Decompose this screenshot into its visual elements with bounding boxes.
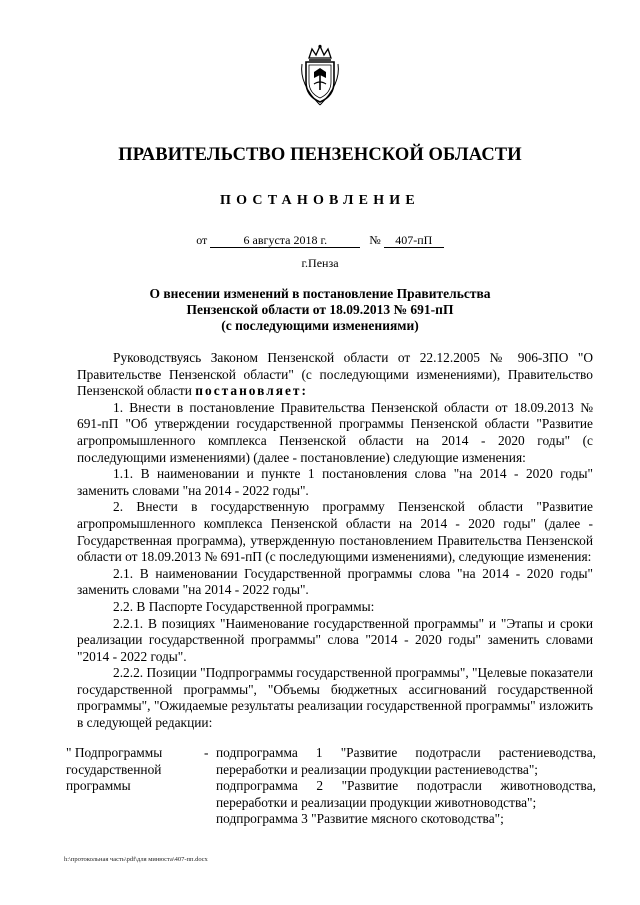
paragraph (77, 350, 593, 400)
document-number: 407-пП (384, 233, 444, 248)
paragraph: 1.1. В наименовании и пункте 1 постановления слова "на 2014 - 2020 годы" заменить словами "на 2014 - 2022 годы". (77, 466, 593, 498)
coat-of-arms-icon (297, 44, 343, 106)
document-title (0, 286, 640, 334)
number-prefix: № (369, 233, 381, 247)
paragraph: 1. Внести в постановление Правительства Пензенской области от 18.09.2013 № 691-пП "Об утверждении государственной программы Пензенской области "Развитие агропромышленного комплекса Пензенской области на 2014 - 2020 годы" (с последующими изменениями) (далее - постановление) следующие изменения: (77, 399, 593, 465)
paragraph: 2.2. В Паспорте Государственной программы: (113, 598, 375, 614)
organization-name: ПРАВИТЕЛЬСТВО ПЕНЗЕНСКОЙ ОБЛАСТИ (118, 145, 522, 165)
title-line: (с последующими изменениями) (221, 318, 419, 333)
file-path-footer: h:\протокольная часть\pdf\для минюста\407-пп.docx (64, 856, 208, 863)
paragraph-text: Руководствуясь Законом Пензенской области от 22.12.2005 № 906-ЗПО "О Правительстве Пензенской области" (с последующими изменениями), Правительство Пензенской области (77, 350, 593, 399)
table-dash: - (204, 745, 209, 760)
paragraph: 2.2.1. В позициях "Наименование государственной программы" и "Этапы и сроки реализации государственной программы" слова "2014 - 2020 годы" заменить словами "2014 - 2022 годы". (77, 615, 593, 664)
table-label: " Подпрограммы государственной программы (66, 745, 163, 794)
city: г.Пенза (301, 256, 339, 270)
date-prefix: от (196, 233, 208, 247)
decree-word: постановляет: (195, 383, 308, 399)
list-item: подпрограмма 1 "Развитие подотрасли растениеводства, переработки и реализации продукции растениеводства"; (216, 745, 596, 777)
paragraph: 2.2.2. Позиции "Подпрограммы государственной программы", "Целевые показатели государственной программы", "Объемы бюджетных ассигнований государственной программы", "Ожидаемые результаты реализации государственной программы" изложить в следующей редакции: (77, 665, 593, 731)
date-number-line (0, 233, 640, 248)
document-body (77, 350, 593, 732)
title-line: О внесении изменений в постановление Правительства (149, 286, 491, 301)
list-item: подпрограмма 3 "Развитие мясного скотоводства"; (216, 811, 504, 827)
paragraph: 2.1. В наименовании Государственной программы слова "на 2014 - 2020 годы" заменить словами "на 2014 - 2022 годы". (77, 565, 593, 598)
document-type: ПОСТАНОВЛЕНИЕ (220, 193, 420, 208)
paragraph: 2. Внести в государственную программу Пензенской области "Развитие агропромышленного комплекса Пензенской области на 2014 - 2020 годы" (далее - Государственная программа), утвержденную постановлением Правительства Пензенской области от 18.09.2013 № 691-пП (с последующими изменениями), следующие изменения: (77, 499, 593, 565)
document-date: 6 августа 2018 г. (210, 233, 360, 248)
list-item: подпрограмма 2 "Развитие подотрасли животноводства, переработки и реализации продукции животноводства"; (216, 778, 596, 810)
title-line: Пензенской области от 18.09.2013 № 691-пП (186, 302, 454, 317)
table-items (216, 745, 596, 828)
